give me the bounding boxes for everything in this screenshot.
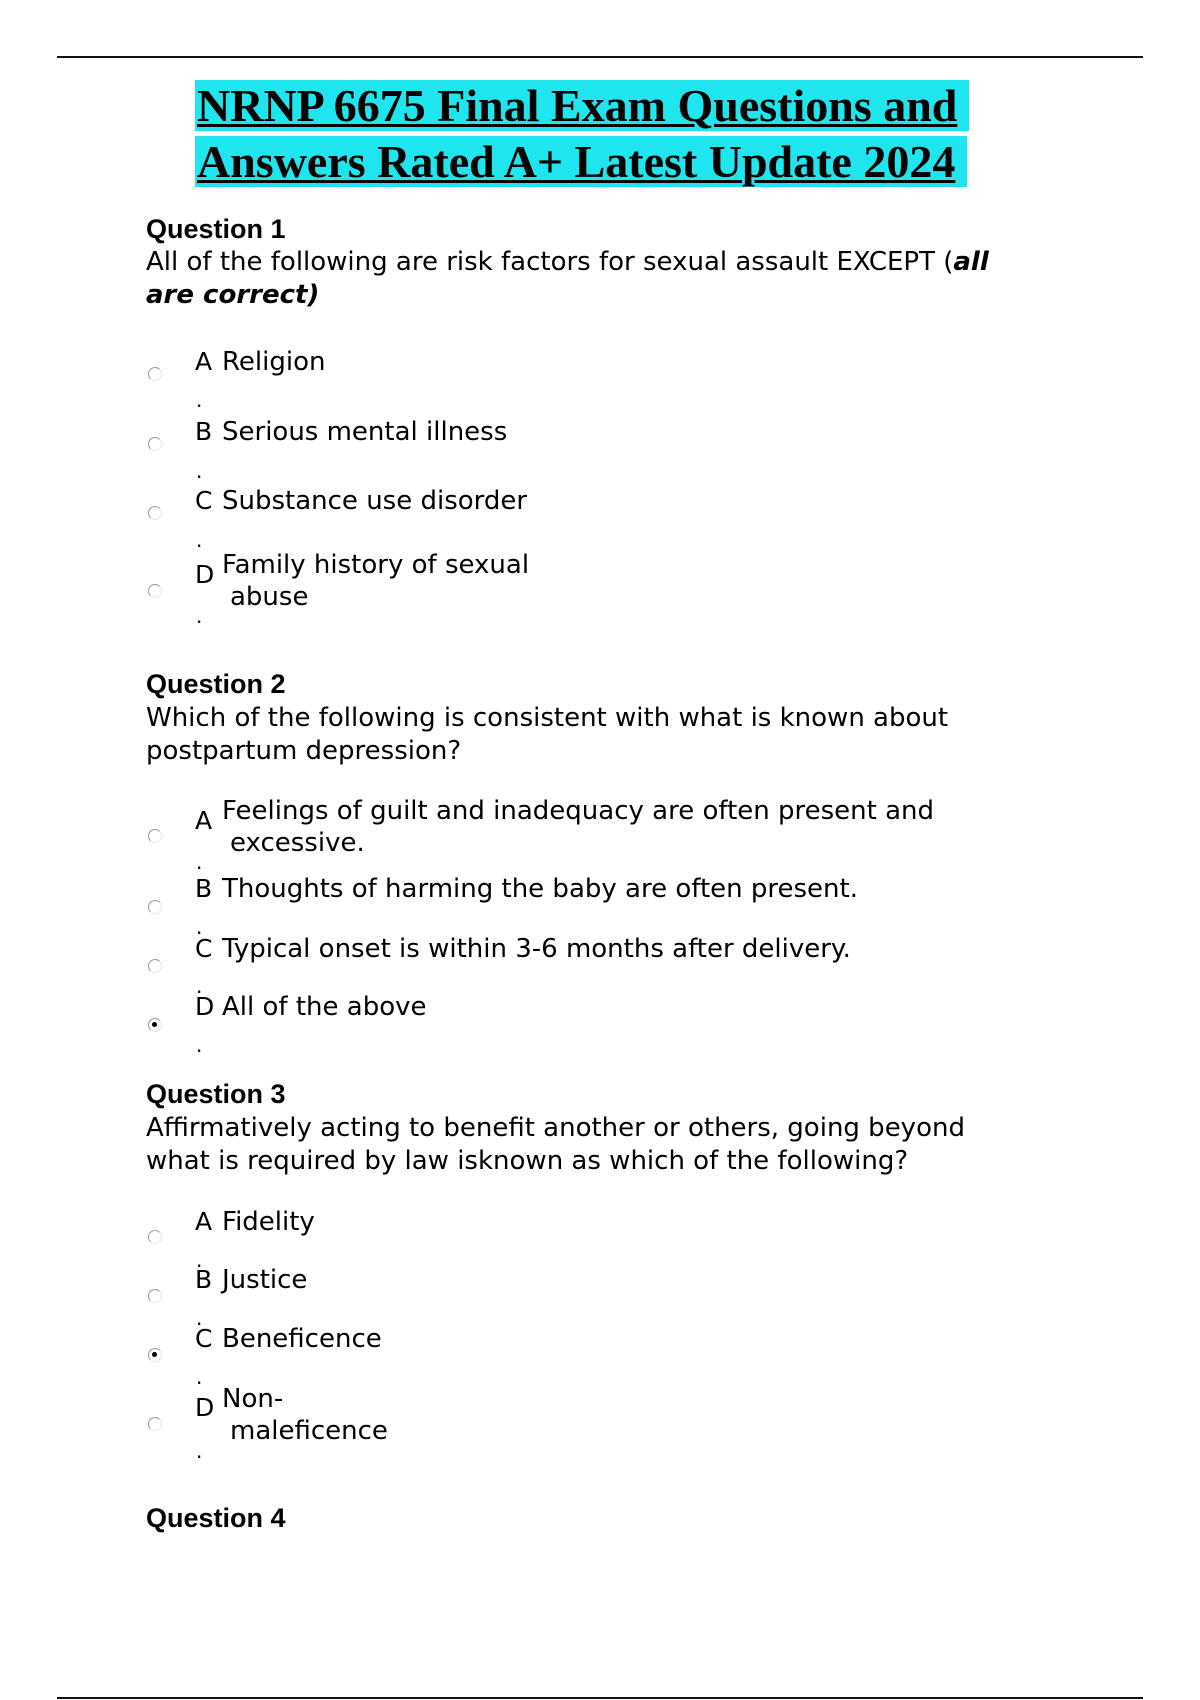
title-line-2: Answers Rated A+ Latest Update 2024 (195, 136, 967, 187)
q3-option-a-dot: . (196, 1248, 203, 1272)
q3-option-b-radio[interactable] (148, 1289, 162, 1303)
question-3-text-line2: what is required by law isknown as which of the following? (146, 1146, 909, 1176)
question-3-text (146, 1112, 1076, 1178)
question-1-text-emphasis-2: are correct) (146, 280, 320, 310)
question-3-heading: Question 3 (146, 1079, 286, 1109)
q2-option-b-dot: . (196, 915, 203, 939)
q3-option-d-line1: Non- (222, 1384, 284, 1414)
q2-option-a-text (222, 795, 934, 859)
question-2-heading: Question 2 (146, 669, 286, 699)
q2-option-d-dot: . (196, 1033, 203, 1057)
q1-option-d-dot: . (196, 604, 203, 628)
q3-option-c-letter: C (195, 1324, 213, 1353)
question-3-text-line1: Affirmatively acting to benefit another or others, going beyond (146, 1113, 965, 1143)
q1-option-b-dot: . (196, 459, 203, 483)
q2-option-b-letter: B (195, 874, 213, 903)
q2-option-a-radio[interactable] (148, 829, 162, 843)
question-1-text-main: All of the following are risk factors for sexual assault EXCEPT ( (146, 247, 954, 277)
q2-option-d-text: All of the above (222, 992, 427, 1022)
q3-option-d-dot: . (196, 1439, 203, 1463)
q3-option-d-line2: maleficence (230, 1416, 388, 1446)
q2-option-b-radio[interactable] (148, 900, 162, 914)
q2-option-b-text: Thoughts of harming the baby are often present. (222, 874, 858, 904)
q1-option-a-radio[interactable] (148, 367, 162, 381)
q2-option-a-letter: A (195, 806, 213, 835)
q1-option-c-text: Substance use disorder (222, 486, 528, 516)
q3-option-b-letter: B (195, 1265, 213, 1294)
q1-option-d-radio[interactable] (148, 584, 162, 598)
title-line-1: NRNP 6675 Final Exam Questions and (195, 80, 969, 131)
q3-option-a-radio[interactable] (148, 1230, 162, 1244)
q3-option-a-text: Fidelity (222, 1207, 315, 1237)
q1-option-b-letter: B (195, 417, 213, 446)
q3-option-c-radio[interactable] (148, 1348, 162, 1362)
q2-option-c-text: Typical onset is within 3-6 months after delivery. (222, 934, 851, 964)
question-1-heading: Question 1 (146, 214, 286, 244)
q2-option-a-dot: . (196, 850, 203, 874)
question-1-text-emphasis: all (953, 247, 989, 277)
q1-option-d-line2: abuse (230, 582, 309, 612)
q1-option-b-radio[interactable] (148, 437, 162, 451)
q3-option-c-text: Beneficence (222, 1324, 382, 1354)
q1-option-c-radio[interactable] (148, 506, 162, 520)
q3-option-b-dot: . (196, 1306, 203, 1330)
q1-option-d-letter: D (195, 560, 215, 589)
q3-option-d-text (222, 1383, 388, 1447)
q2-option-c-letter: C (195, 934, 213, 963)
q2-option-d-letter: D (195, 992, 215, 1021)
question-1-text (146, 246, 1076, 312)
q3-option-a-letter: A (195, 1207, 213, 1236)
q1-option-b-text: Serious mental illness (222, 417, 508, 447)
question-2-text (146, 702, 1076, 768)
q1-option-a-dot: . (196, 388, 203, 412)
question-2-text-line2: postpartum depression? (146, 736, 462, 766)
q2-option-a-line1: Feelings of guilt and inadequacy are often present and (222, 796, 935, 826)
bottom-rule (57, 1697, 1143, 1699)
q1-option-a-letter: A (195, 347, 213, 376)
top-rule (57, 56, 1143, 58)
q1-option-c-letter: C (195, 486, 213, 515)
question-2-text-line1: Which of the following is consistent with what is known about (146, 703, 949, 733)
q2-option-c-radio[interactable] (148, 959, 162, 973)
q3-option-c-dot: . (196, 1365, 203, 1389)
document-title (195, 78, 1025, 190)
q2-option-d-radio[interactable] (148, 1018, 162, 1032)
q3-option-b-text: Justice (222, 1265, 308, 1295)
q3-option-d-letter: D (195, 1393, 215, 1422)
q1-option-d-line1: Family history of sexual (222, 550, 530, 580)
q2-option-c-dot: . (196, 974, 203, 998)
q3-option-d-radio[interactable] (148, 1417, 162, 1431)
question-4-heading: Question 4 (146, 1503, 286, 1533)
q1-option-c-dot: . (196, 528, 203, 552)
q1-option-d-text (222, 549, 529, 613)
q2-option-a-line2: excessive. (230, 828, 365, 858)
q1-option-a-text: Religion (222, 347, 326, 377)
